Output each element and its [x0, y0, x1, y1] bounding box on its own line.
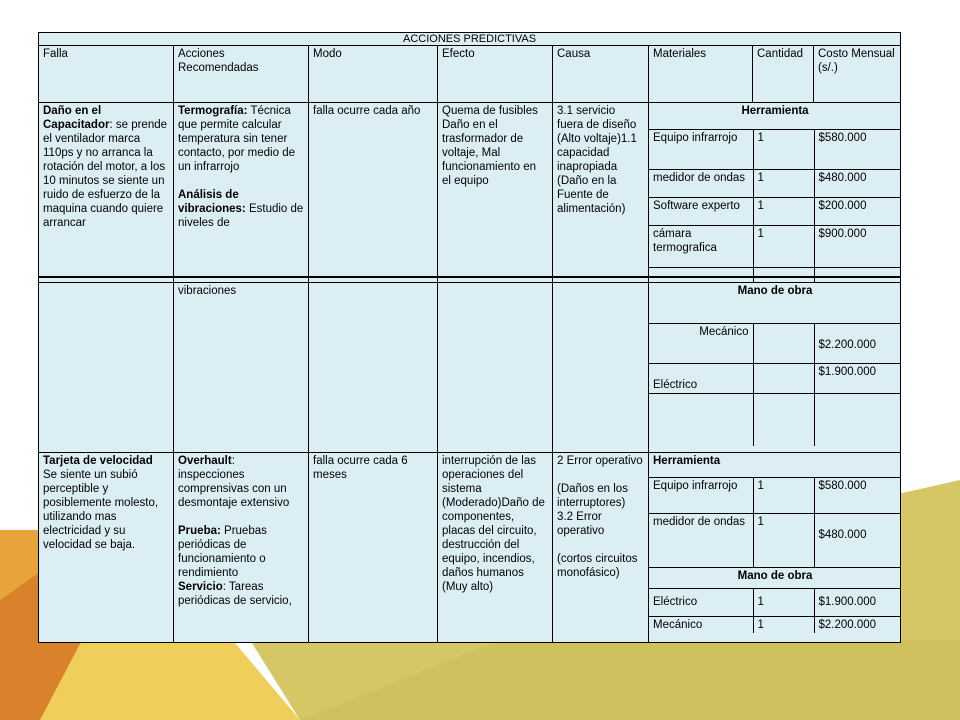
row2-herramienta-label: Herramienta: [649, 453, 901, 478]
row2-accion2-title: Prueba:: [178, 525, 221, 537]
row2-mat0-name: Equipo infrarrojo: [649, 478, 753, 514]
row1-materials-subtable: [649, 103, 901, 282]
row1-mat1-qty: 1: [753, 170, 814, 198]
row2-causa: [553, 453, 649, 643]
row1-labor: [649, 283, 901, 453]
row1-mat3-cost: $900.000: [814, 226, 901, 268]
row1-mat2-qty: 1: [753, 198, 814, 226]
header-modo: Modo: [309, 46, 438, 103]
row2-efecto: interrupción de las operaciones del sistema (Moderado)Daño de componentes, placas del circuito, destrucción del equipo, incendios, daños humanos (Muy alto): [438, 453, 553, 643]
row1-accion1-title: Termografía:: [178, 105, 248, 117]
row1-accion1-desc: Técnica que permite calcular temperatura sin tener contacto, por medio de un infrarrojo: [178, 105, 295, 173]
predictive-actions-table-top: [38, 32, 901, 285]
row2-mat1-name: medidor de ondas: [649, 514, 753, 568]
header-materiales: Materiales: [649, 46, 753, 103]
row1-labor1-cost: $1.900.000: [814, 364, 901, 394]
row1-falla-desc: : se prende el ventilador marca 110ps y no arranca la rotación del motor, a los 10 minutos se siente un ruido de esfuerzo de la maquina cuando quiere arrancar: [43, 119, 168, 229]
row1-efecto: Quema de fusibles Daño en el trasformador de voltaje, Mal funcionamiento en el equipo: [438, 103, 553, 285]
header-falla: Falla: [39, 46, 174, 103]
row1-mat1-cost: $480.000: [814, 170, 901, 198]
row2-labor0-name: Eléctrico: [649, 589, 753, 617]
header-efecto: Efecto: [438, 46, 553, 103]
page-break-line: [38, 276, 900, 278]
row2-accion1-title: Overhault: [178, 455, 232, 467]
row2-mat1-qty: 1: [753, 514, 814, 568]
row2-falla-title: Tarjeta de velocidad: [43, 455, 153, 467]
row1-materials: [649, 103, 901, 285]
row1-accion2-title: Análisis de vibraciones:: [178, 189, 246, 215]
row1-mat0-qty: 1: [753, 130, 814, 170]
row2-accion2-desc: Pruebas periódicas de funcionamiento o rendimiento: [178, 525, 267, 579]
header-costo: Costo Mensual (s/.): [814, 46, 901, 103]
row1-mano-label: Mano de obra: [649, 283, 901, 324]
row1-mat2-cost: $200.000: [814, 198, 901, 226]
row1-mat0-name: Equipo infrarrojo: [649, 130, 753, 170]
row2-mano-label: Mano de obra: [649, 568, 901, 589]
row2-accion3-desc: : Tareas periódicas de servicio,: [178, 581, 292, 607]
row2-accion1-desc: : inspecciones comprensivas con un desmontaje extensivo: [178, 455, 290, 509]
row2-materials-subtable: [649, 453, 901, 633]
header-causa: Causa: [553, 46, 649, 103]
row1-labor-subtable: [649, 283, 901, 446]
row1-mat3-name: cámara termografica: [649, 226, 753, 268]
predictive-actions-table-bottom: [38, 282, 901, 643]
row2-falla: [39, 453, 174, 643]
row2-labor0-qty: 1: [753, 589, 814, 617]
row2-accion3-title: Servicio: [178, 581, 223, 593]
row1-accion2-cont: vibraciones: [174, 283, 309, 453]
row2-causa-2: (Daños en los interruptores) 3.2 Error operativo: [557, 483, 628, 537]
row2-labor1-cost: $2.200.000: [814, 617, 901, 634]
row1-labor0-name: Mecánico: [649, 324, 753, 364]
header-cantidad: Cantidad: [753, 46, 814, 103]
row2-mat0-qty: 1: [753, 478, 814, 514]
row2-falla-desc: Se siente un subió perceptible y posiblemente molesto, utilizando mas electricidad y su velocidad se baja.: [43, 469, 159, 551]
row1-labor1-name: Eléctrico: [649, 364, 753, 394]
table-title: ACCIONES PREDICTIVAS: [39, 33, 901, 46]
row1-herramienta-label: Herramienta: [649, 103, 901, 130]
row2-materials: [649, 453, 901, 643]
row2-causa-1: 2 Error operativo: [557, 455, 643, 467]
row2-acciones: [174, 453, 309, 643]
header-acciones: Acciones Recomendadas: [174, 46, 309, 103]
row2-labor1-name: Mecánico: [653, 619, 703, 631]
row2-labor0-cost: $1.900.000: [814, 589, 901, 617]
row1-modo: falla ocurre cada año: [309, 103, 438, 285]
row1-accion2-desc: Estudio de niveles de: [178, 203, 304, 229]
row1-labor0-cost: $2.200.000: [814, 324, 901, 364]
row2-mat1-cost: $480.000: [814, 514, 901, 568]
row1-causa: 3.1 servicio fuera de diseño (Alto voltaje)1.1 capacidad inapropiada (Daño en la Fuente de alimentación): [553, 103, 649, 285]
row1-falla: [39, 103, 174, 285]
row1-mat3-qty: 1: [753, 226, 814, 268]
row1-mat2-name: Software experto: [649, 198, 753, 226]
row1-acciones: [174, 103, 309, 285]
row2-mat0-cost: $580.000: [814, 478, 901, 514]
row1-mat1-name: medidor de ondas: [649, 170, 753, 198]
row2-causa-3: (cortos circuitos monofásico): [557, 553, 638, 579]
row1-falla-title: Daño en el Capacitador: [43, 105, 110, 131]
row1-falla-cont: [39, 283, 174, 453]
row2-labor1-qty: 1: [753, 617, 814, 634]
row2-modo: falla ocurre cada 6 meses: [309, 453, 438, 643]
row1-mat0-cost: $580.000: [814, 130, 901, 170]
